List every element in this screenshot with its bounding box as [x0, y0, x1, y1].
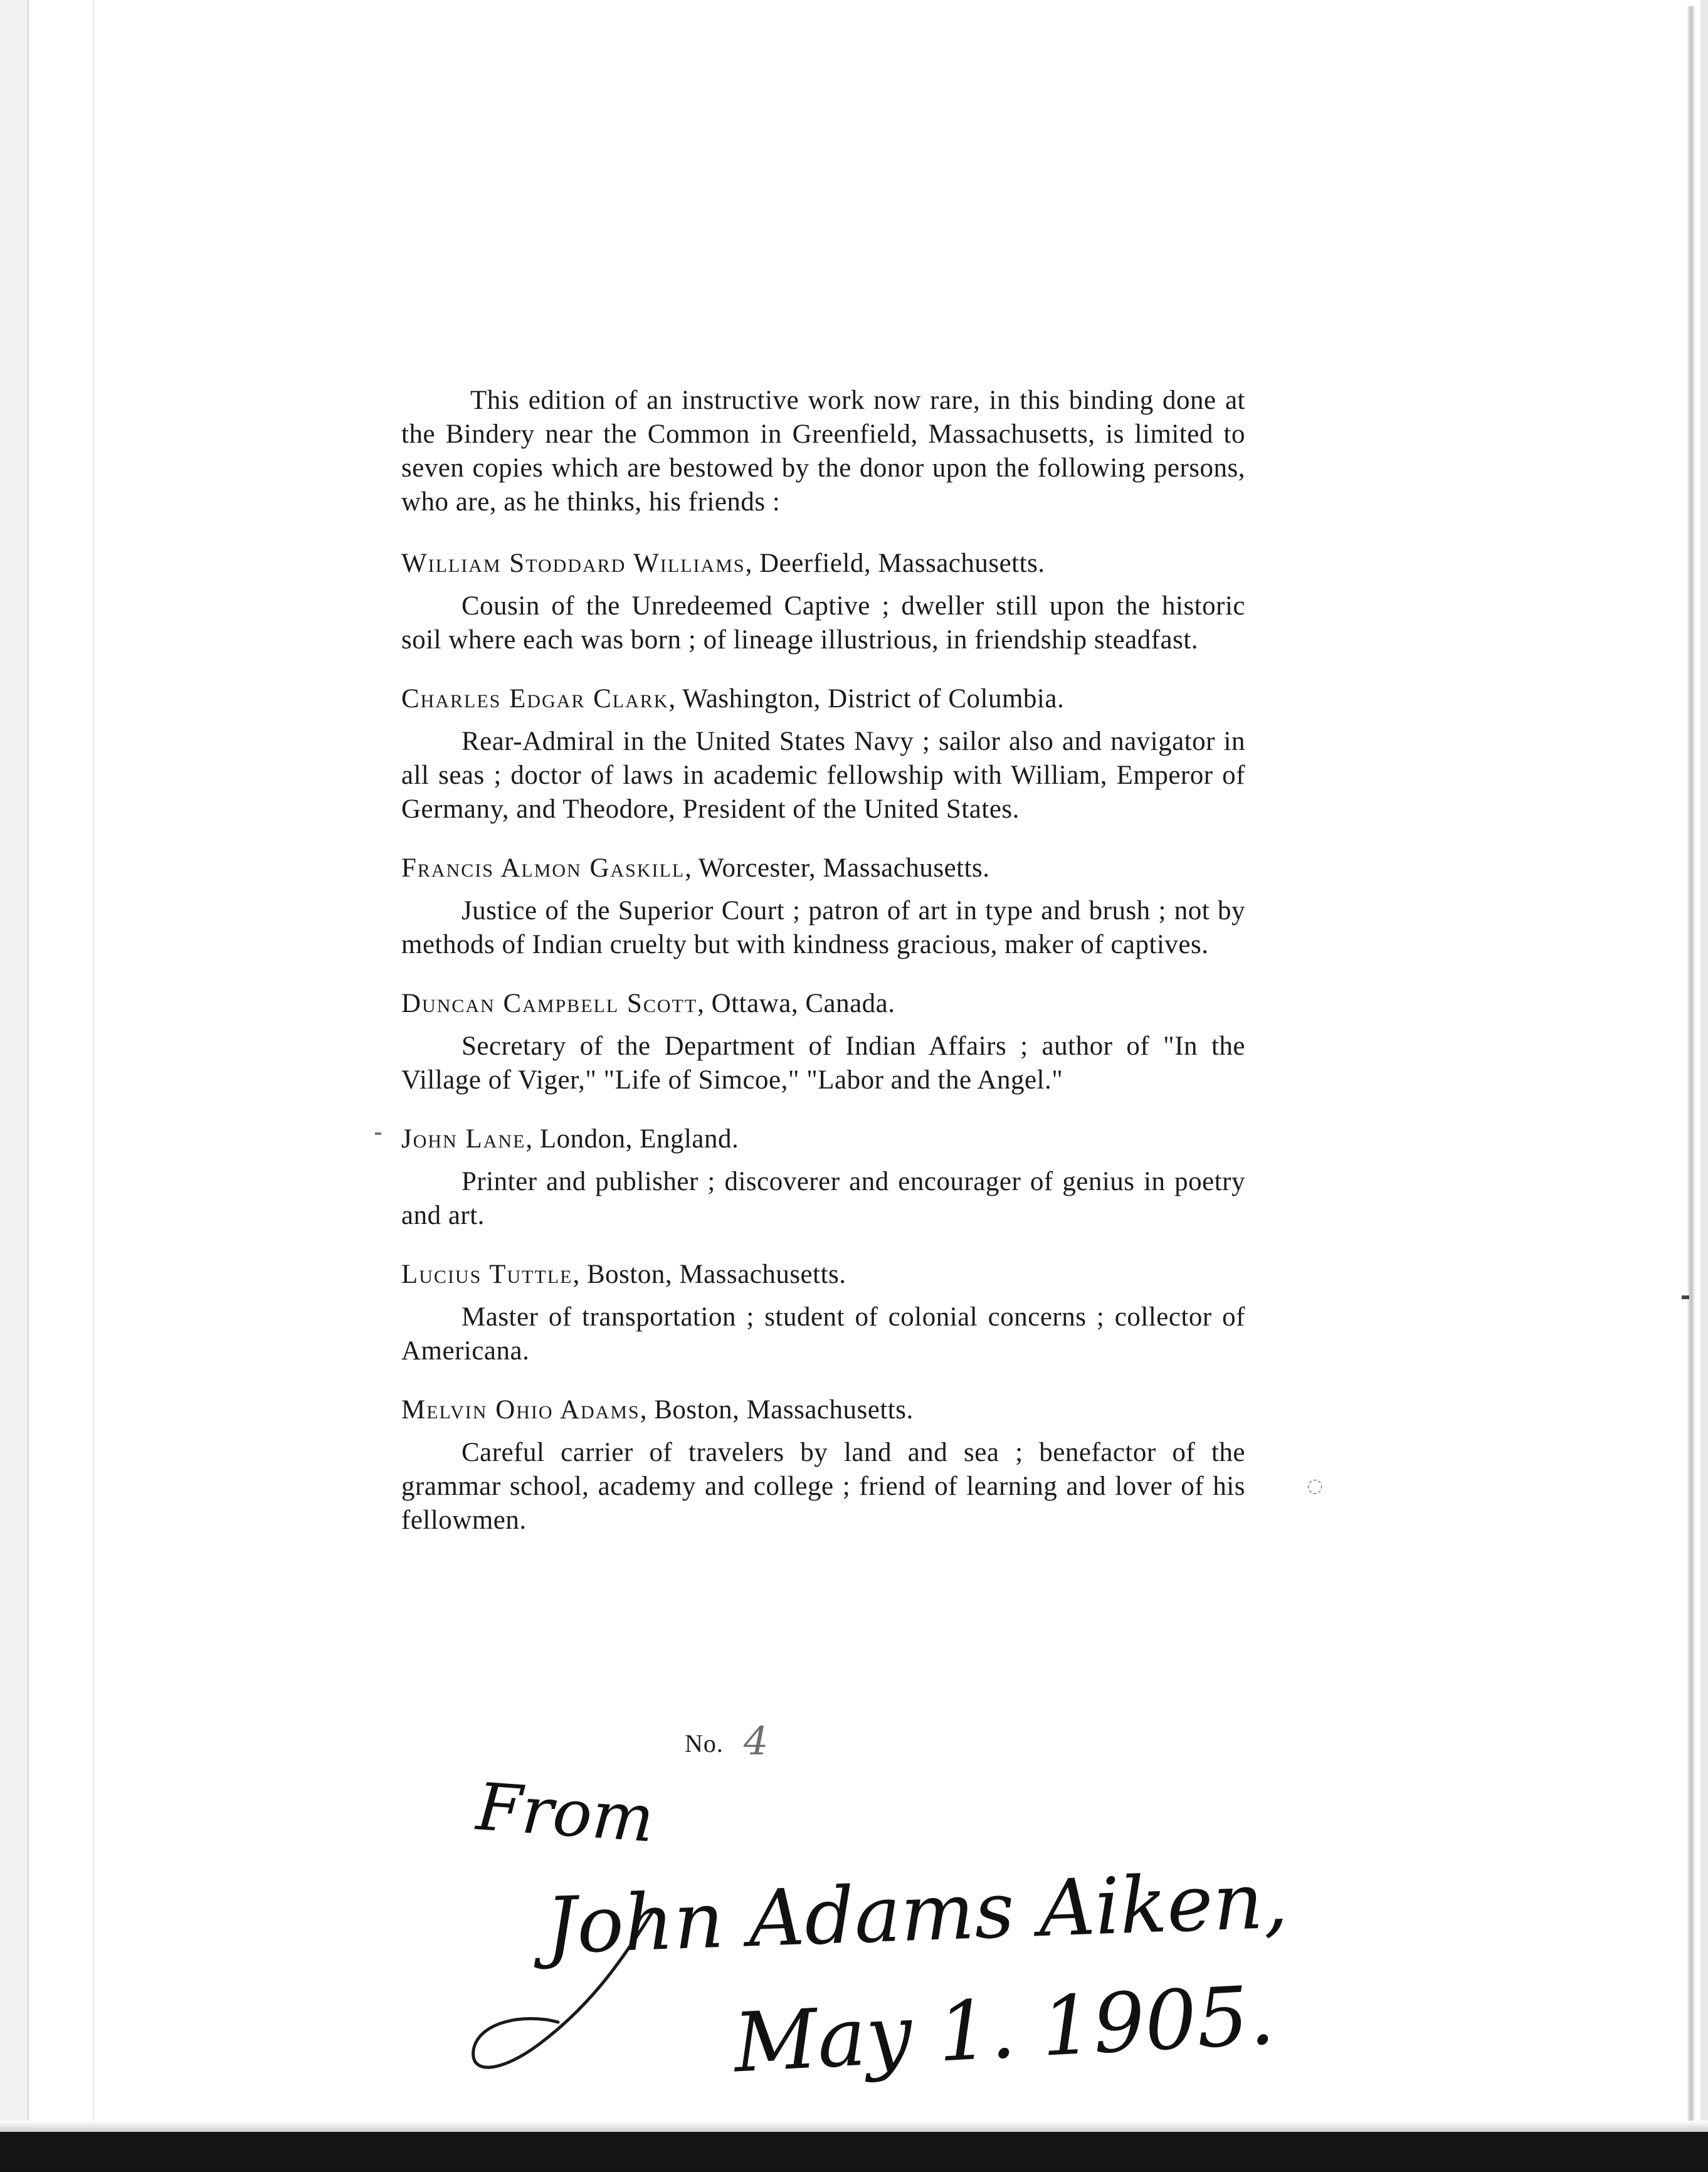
- recipient-name: Melvin Ohio Adams: [401, 1395, 640, 1425]
- recipient-place: , Deerfield, Massachusetts.: [745, 549, 1045, 578]
- dedication-text: [401, 384, 1245, 1563]
- recipient-description: Master of transportation ; student of colonial concerns ; collector of Americana.: [401, 1302, 1245, 1366]
- scan-edge-left: [0, 0, 29, 2172]
- stray-ink-mark: ◌: [1307, 1475, 1324, 1497]
- recipient-entry: [401, 851, 1245, 962]
- recipient-description: Printer and publisher ; discoverer and encourager of genius in poetry and art.: [401, 1167, 1245, 1230]
- recipient-name: Francis Almon Gaskill: [401, 853, 685, 883]
- recipient-place: , Ottawa, Canada.: [697, 989, 895, 1018]
- recipient-description: Cousin of the Unredeemed Captive ; dweller still upon the historic soil where each was born ; of lineage illustrious, in friendship steadfast.: [401, 591, 1245, 655]
- handwritten-inscription: [464, 1768, 1290, 2126]
- scan-gutter-line: [93, 0, 94, 2172]
- recipient-name: Lucius Tuttle: [401, 1260, 573, 1289]
- recipient-description: Justice of the Superior Court ; patron of art in type and brush ; not by methods of Indian cruelty but with kindness gracious, maker of captives.: [401, 896, 1245, 959]
- recipient-name: William Stoddard Williams: [401, 549, 746, 578]
- recipient-place: , London, England.: [525, 1124, 739, 1154]
- recipient-heading: [401, 682, 1245, 716]
- recipient-heading: [401, 987, 1245, 1021]
- inscription-from: From: [474, 1768, 657, 1857]
- stray-ink-mark: [375, 1132, 381, 1135]
- scan-edge-right: [1700, 0, 1708, 2172]
- page-edge-shadow: [1687, 6, 1695, 2138]
- stray-ink-mark: [1682, 1295, 1689, 1299]
- recipient-entry: [401, 1122, 1245, 1233]
- recipient-entry: [401, 987, 1245, 1097]
- intro-paragraph: This edition of an instructive work now rare, in this binding done at the Bindery near the Common in Greenfield, Massachusetts, is limited to seven copies which are bestowed by the donor upon the following persons, who are, as he thinks, his friends :: [401, 386, 1245, 517]
- recipient-heading: [401, 1258, 1245, 1292]
- recipient-entry: [401, 1393, 1245, 1537]
- recipient-place: , Washington, District of Columbia.: [668, 684, 1065, 714]
- recipient-heading: [401, 547, 1245, 581]
- recipient-heading: [401, 851, 1245, 885]
- recipient-entry: [401, 547, 1245, 657]
- recipient-description: Rear-Admiral in the United States Navy ; sailor also and navigator in all seas ; doctor of laws in academic fellowship with William, Emperor of Germany, and Theodore, President of the United States.: [401, 727, 1245, 824]
- recipient-heading: [401, 1393, 1245, 1427]
- recipient-name: Duncan Campbell Scott: [401, 989, 698, 1018]
- recipient-place: , Boston, Massachusetts.: [640, 1395, 914, 1425]
- recipient-description: Careful carrier of travelers by land and sea ; benefactor of the grammar school, academy and college ; friend of learning and lover of his fellowmen.: [401, 1438, 1245, 1535]
- recipient-description: Secretary of the Department of Indian Affairs ; author of "In the Village of Viger," "Life of Simcoe," "Labor and the Angel.": [401, 1031, 1245, 1095]
- recipient-entry: [401, 682, 1245, 826]
- scan-bottom-border: [0, 2132, 1708, 2172]
- copy-number: [685, 1716, 769, 1764]
- recipient-heading: [401, 1122, 1245, 1156]
- handwritten-copy-number: 4: [743, 1718, 769, 1764]
- recipient-place: , Boston, Massachusetts.: [572, 1260, 846, 1289]
- recipient-entry: [401, 1258, 1245, 1368]
- copy-number-label: No.: [685, 1729, 724, 1758]
- inscription-signature: John Adams Aiken,: [544, 1855, 1290, 1972]
- inscription-date: May 1. 1905.: [731, 1967, 1277, 2091]
- recipient-name: Charles Edgar Clark: [401, 684, 669, 714]
- recipient-place: , Worcester, Massachusetts.: [685, 853, 990, 883]
- recipient-name: John Lane: [401, 1124, 526, 1154]
